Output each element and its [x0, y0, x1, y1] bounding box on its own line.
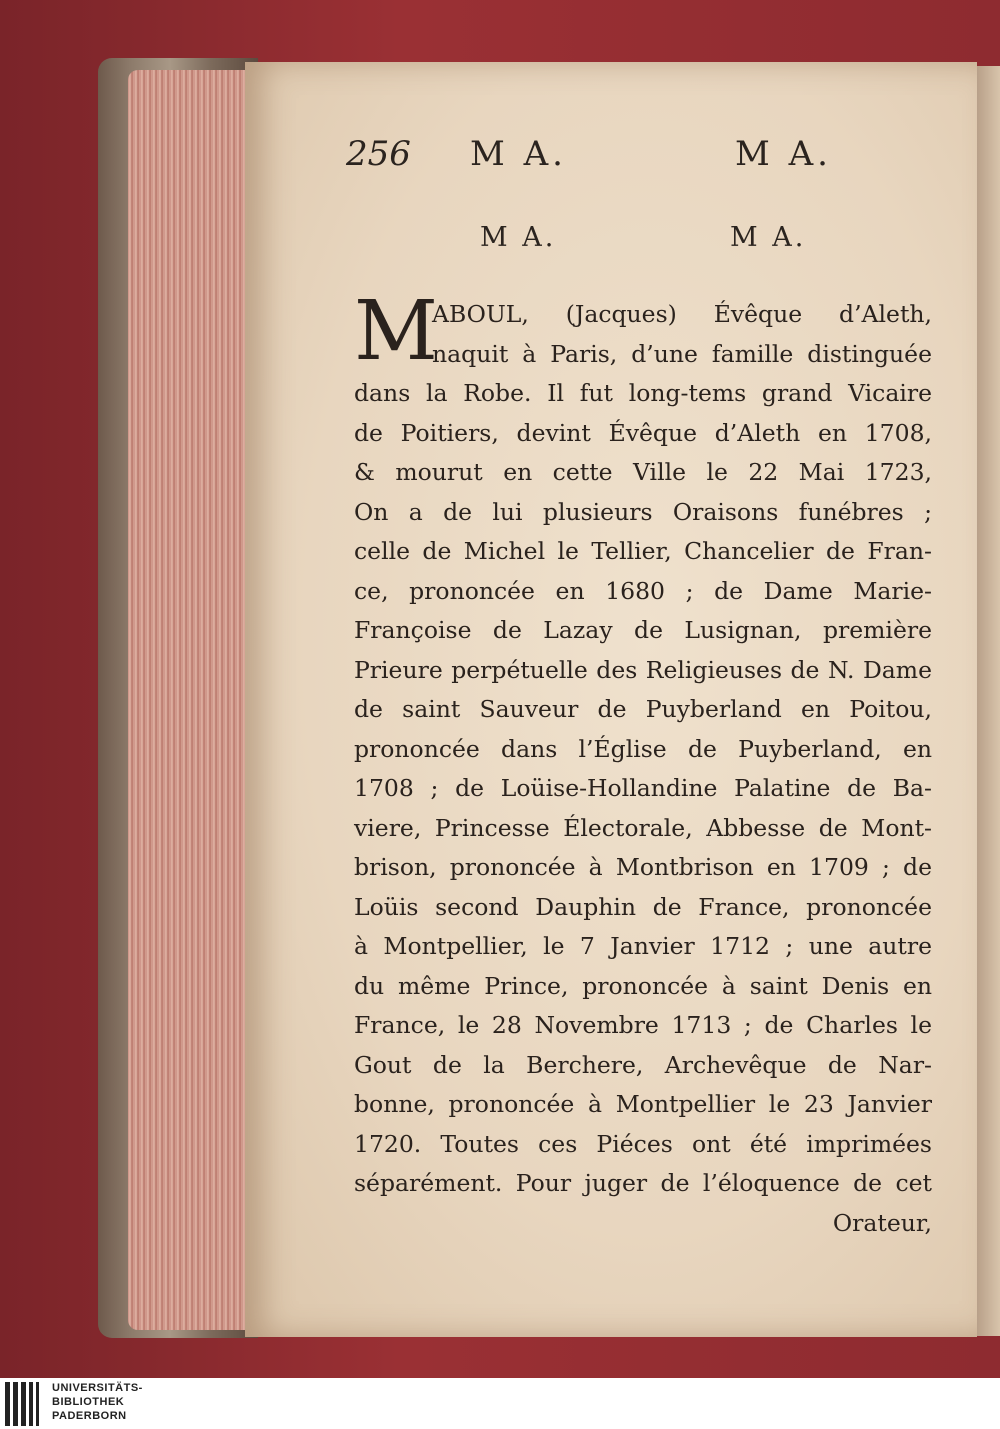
drop-cap: M	[354, 284, 438, 379]
running-header	[340, 134, 850, 184]
text-line: On a de lui plusieurs Oraisons funébres ;	[354, 497, 932, 526]
text-line: viere, Princesse Électorale, Abbesse de Mont-	[354, 813, 932, 842]
section-header	[480, 222, 820, 262]
page-edges	[128, 70, 258, 1330]
text-line: du même Prince, prononcée à saint Denis en	[354, 971, 932, 1000]
page-number: 256	[346, 134, 411, 174]
text-line: celle de Michel le Tellier, Chancelier de Fran-	[354, 537, 932, 565]
text-line: naquit à Paris, d’une famille distinguée	[432, 339, 932, 368]
running-head-right: M A.	[735, 134, 832, 174]
text-line: & mourut en cette Ville le 22 Mai 1723,	[354, 458, 932, 486]
catchword: Orateur,	[832, 1208, 932, 1237]
text-line: séparément. Pour juger de l’éloquence de cet	[354, 1169, 932, 1197]
text-line: dans la Robe. Il fut long-tems grand Vicaire	[354, 379, 932, 407]
library-name-line: PADERBORN	[52, 1410, 127, 1422]
text-line: de saint Sauveur de Puyberland en Poitou,	[354, 695, 932, 723]
text-line: Gout de la Berchere, Archevêque de Nar-	[354, 1050, 932, 1079]
text-line: de Poitiers, devint Évêque d’Aleth en 1708,	[354, 418, 932, 447]
text-line: 1708 ; de Loüise-Hollandine Palatine de Ba-	[354, 774, 932, 802]
text-line: France, le 28 Novembre 1713 ; de Charles le	[354, 1011, 932, 1039]
text-line: prononcée dans l’Église de Puyberland, en	[354, 734, 932, 763]
text-line: Loüis second Dauphin de France, prononcée	[354, 892, 932, 921]
text-line: Françoise de Lazay de Lusignan, première	[354, 616, 932, 644]
library-name-line: BIBLIOTHEK	[52, 1396, 125, 1408]
text-line: brison, prononcée à Montbrison en 1709 ; de	[354, 853, 932, 881]
section-head-right: M A.	[730, 222, 807, 253]
text-line: bonne, prononcée à Montpellier le 23 Janvier	[354, 1090, 932, 1118]
text-line: Prieure perpétuelle des Religieuses de N. Dame	[354, 655, 932, 684]
section-head-left: M A.	[480, 222, 557, 253]
text-line: à Montpellier, le 7 Janvier 1712 ; une autre	[354, 932, 932, 960]
running-head-left: M A.	[470, 134, 567, 174]
entry-text	[354, 284, 932, 1243]
library-name-line: UNIVERSITÄTS-	[52, 1382, 143, 1394]
library-name	[52, 1381, 143, 1423]
text-line: ABOUL, (Jacques) Évêque d’Aleth,	[432, 300, 932, 328]
text-line: 1720. Toutes ces Piéces ont été imprimées	[354, 1129, 932, 1158]
library-logo-icon	[5, 1382, 45, 1426]
footer-bar	[0, 1378, 1000, 1429]
text-line: ce, prononcée en 1680 ; de Dame Marie-	[354, 576, 932, 605]
facing-page-edge	[977, 66, 1000, 1336]
